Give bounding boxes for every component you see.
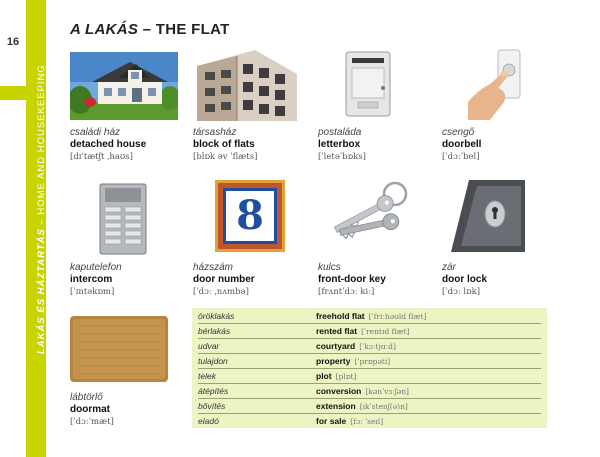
vocab-pron: [ˈkɔːtjɑːd] bbox=[359, 342, 396, 351]
vocab-en-text: courtyard bbox=[316, 341, 356, 351]
vocab-pron: [ˈfriːhəʊld flæt] bbox=[368, 312, 427, 321]
vocab-row bbox=[198, 369, 541, 384]
item-pron: [ˈletəˈbɒks] bbox=[318, 152, 366, 162]
item-pron: [ˈdɔːˈmæt] bbox=[70, 417, 114, 427]
item-en: intercom bbox=[70, 274, 113, 285]
vocab-en bbox=[316, 341, 396, 351]
vocab-en bbox=[316, 371, 356, 381]
vocab-en bbox=[316, 416, 383, 426]
vocab-pron: [fɔː ˈseɪl] bbox=[350, 417, 384, 426]
item-hu: csengő bbox=[442, 127, 475, 138]
vocab-row bbox=[198, 414, 541, 429]
vocab-hu: bérlakás bbox=[198, 326, 231, 336]
vocab-row bbox=[198, 324, 541, 339]
item-pron: [ˈdɔːˈbel] bbox=[442, 152, 480, 162]
door-lock-photo bbox=[451, 180, 525, 252]
vocab-list bbox=[192, 308, 547, 428]
page-title bbox=[70, 21, 230, 38]
vocab-row bbox=[198, 399, 541, 414]
section-label-hu: LAKÁS ÉS HÁZTARTÁS bbox=[36, 228, 47, 354]
item-hu: zár bbox=[442, 262, 456, 273]
item-door-number bbox=[193, 262, 313, 298]
item-block-of-flats bbox=[193, 127, 313, 163]
item-front-door-key bbox=[318, 262, 438, 298]
item-hu: családi ház bbox=[70, 127, 121, 138]
vocab-en-text: extension bbox=[316, 401, 356, 411]
item-en: letterbox bbox=[318, 139, 361, 150]
vocab-en bbox=[316, 311, 426, 321]
vocab-hu: átépítés bbox=[198, 386, 229, 396]
item-pron: [ˈɪntəkɒm] bbox=[70, 287, 115, 297]
sidebar bbox=[0, 0, 46, 457]
house-photo bbox=[70, 52, 178, 120]
vocab-hu: tulajdon bbox=[198, 356, 228, 366]
vocab-hu: öröklakás bbox=[198, 311, 235, 321]
vocab-hu: telek bbox=[198, 371, 216, 381]
page-number: 16 bbox=[6, 36, 20, 48]
vocab-en bbox=[316, 386, 409, 396]
vocab-en-text: plot bbox=[316, 371, 332, 381]
vocab-pron: [ɪkˈstenʃ(ə)n] bbox=[359, 402, 408, 411]
item-detached-house bbox=[70, 127, 190, 163]
vocab-en-text: rented flat bbox=[316, 326, 358, 336]
section-label bbox=[36, 64, 47, 354]
item-en: detached house bbox=[70, 139, 147, 150]
tile-inner bbox=[223, 188, 277, 244]
item-hu: postaláda bbox=[318, 127, 362, 138]
item-en: door number bbox=[193, 274, 255, 285]
vocab-hu: eladó bbox=[198, 416, 219, 426]
vocab-row bbox=[198, 309, 541, 324]
item-en: doorbell bbox=[442, 139, 482, 150]
item-pron: [dɪˈtætʃt ˌhaʊs] bbox=[70, 152, 133, 162]
vocab-pron: [plɒt] bbox=[335, 372, 357, 381]
item-hu: kulcs bbox=[318, 262, 341, 273]
item-doorbell bbox=[442, 127, 562, 163]
apartment-block-photo bbox=[193, 48, 301, 121]
vocab-hu: udvar bbox=[198, 341, 220, 351]
vocab-hu: bővítés bbox=[198, 401, 226, 411]
doorbell-photo bbox=[468, 46, 524, 120]
house-number: 8 bbox=[236, 192, 264, 239]
letterbox-photo bbox=[343, 50, 393, 118]
item-en: door lock bbox=[442, 274, 488, 285]
item-pron: [ˈdɔː ˌnʌmbə] bbox=[193, 287, 249, 297]
vocab-row bbox=[198, 384, 541, 399]
page-title-hu: A LAKÁS bbox=[70, 21, 139, 38]
vocab-en-text: conversion bbox=[316, 386, 362, 396]
vocab-en-text: for sale bbox=[316, 416, 347, 426]
item-letterbox bbox=[318, 127, 438, 163]
item-pron: [frʌntˈdɔː kiː] bbox=[318, 287, 375, 297]
item-hu: kaputelefon bbox=[70, 262, 122, 273]
item-pron: [blɒk əv ˈflæts] bbox=[193, 152, 258, 162]
vocab-pron: [kənˈvɜːʃən] bbox=[365, 387, 409, 396]
vocab-en bbox=[316, 401, 408, 411]
intercom-photo bbox=[99, 183, 147, 255]
vocab-pron: [ˈrentɪd flæt] bbox=[361, 327, 410, 336]
page-title-en: – THE FLAT bbox=[138, 21, 230, 38]
keys-photo bbox=[325, 180, 413, 252]
vocab-en-text: property bbox=[316, 356, 351, 366]
item-en: block of flats bbox=[193, 139, 255, 150]
vocab-en-text: freehold flat bbox=[316, 311, 365, 321]
vocab-pron: [ˈprɒpəti] bbox=[354, 357, 391, 366]
item-intercom bbox=[70, 262, 190, 298]
vocab-en bbox=[316, 326, 410, 336]
house-number-tile bbox=[215, 180, 285, 252]
item-en: front-door key bbox=[318, 274, 386, 285]
section-label-en: – HOME AND HOUSEKEEPING bbox=[36, 64, 47, 229]
doormat-photo bbox=[70, 316, 168, 382]
vocab-row bbox=[198, 354, 541, 369]
item-hu: társasház bbox=[193, 127, 237, 138]
item-doormat bbox=[70, 392, 190, 428]
vocab-en bbox=[316, 356, 390, 366]
item-hu: házszám bbox=[193, 262, 234, 273]
item-pron: [ˈdɔː lɒk] bbox=[442, 287, 481, 297]
vocab-row bbox=[198, 339, 541, 354]
item-en: doormat bbox=[70, 404, 110, 415]
page-tab bbox=[0, 86, 26, 100]
item-hu: lábtörlő bbox=[70, 392, 103, 403]
item-door-lock bbox=[442, 262, 562, 298]
